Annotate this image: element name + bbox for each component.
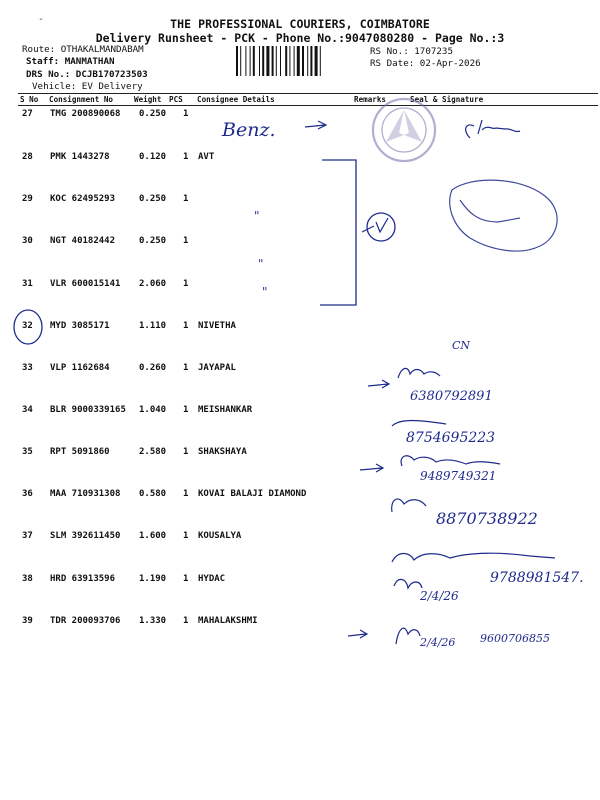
staff-label: Staff: MANMATHAN [26, 56, 115, 67]
row-sno: 37 [22, 531, 33, 541]
barcode-bar [310, 46, 312, 76]
barcode-bar [285, 46, 287, 76]
table-row [0, 194, 600, 210]
row-sno: 29 [22, 194, 33, 204]
row-sno: 31 [22, 279, 33, 289]
row-sno: 34 [22, 405, 33, 415]
col-weight: Weight [134, 95, 162, 104]
table-row [0, 279, 600, 295]
table-row [0, 616, 600, 632]
barcode [236, 46, 364, 76]
row-consignee: AVT [198, 152, 215, 162]
row-consignment: TMG 200890068 [50, 109, 121, 119]
row-sno: 35 [22, 447, 33, 457]
row-consignment: MAA 710931308 [50, 489, 121, 499]
arrow-row-33 [368, 380, 389, 388]
barcode-bar [302, 46, 304, 76]
row-weight: 1.190 [139, 574, 167, 584]
barcode-bar [253, 46, 255, 76]
row-weight: 1.040 [139, 405, 167, 415]
phone-row-34: 8754695223 [406, 430, 496, 446]
ditto-mark: " [262, 285, 268, 299]
row-sno: 32 [22, 321, 33, 331]
company-title: THE PROFESSIONAL COURIERS, COIMBATORE [170, 17, 430, 31]
row-consignee: MAHALAKSHMI [198, 616, 258, 626]
header-rule-top [18, 93, 598, 94]
benz-signature: Benz. [222, 119, 276, 141]
arrow-row-35 [360, 464, 383, 472]
row-pcs: 1 [183, 321, 189, 331]
barcode-bar [320, 46, 321, 76]
row-consignment: KOC 62495293 [50, 194, 116, 204]
runsheet-subtitle: Delivery Runsheet - PCK - Phone No.:9047080280 - Page No.:3 [95, 31, 505, 45]
row-consignment: BLR 9000339165 [50, 405, 126, 415]
route-label: Route: OTHAKALMANDABAM [22, 44, 144, 55]
row-consignment: RPT 5091860 [50, 447, 110, 457]
table-row [0, 489, 600, 505]
row-consignment: TDR 200093706 [50, 616, 121, 626]
barcode-bar [250, 46, 251, 76]
row-sno: 33 [22, 363, 33, 373]
row-sno: 38 [22, 574, 33, 584]
col-pcs: PCS [169, 95, 183, 104]
vehicle-label: Vehicle: EV Delivery [32, 81, 143, 92]
row-consignment: SLM 392611450 [50, 531, 121, 541]
row-weight: 2.580 [139, 447, 167, 457]
row-consignment: HRD 63913596 [50, 574, 116, 584]
row-consignee: JAYAPAL [198, 363, 236, 373]
barcode-bar [259, 46, 260, 76]
row-weight: 1.330 [139, 616, 167, 626]
rs-date: RS Date: 02-Apr-2026 [370, 58, 481, 69]
barcode-bar [280, 46, 281, 76]
ditto-mark: " [258, 257, 264, 271]
row-pcs: 1 [183, 447, 189, 457]
table-row [0, 531, 600, 547]
row-sno: 39 [22, 616, 33, 626]
row-weight: 0.260 [139, 363, 167, 373]
row-pcs: 1 [183, 531, 189, 541]
row-pcs: 1 [183, 152, 189, 162]
table-row [0, 363, 600, 379]
cn-note: CN [452, 339, 471, 352]
row-consignee: NIVETHA [198, 321, 236, 331]
col-seal-signature: Seal & Signature [410, 95, 484, 104]
row-weight: 0.250 [139, 194, 167, 204]
row-sno: 36 [22, 489, 33, 499]
barcode-bar [272, 46, 274, 76]
row-pcs: 1 [183, 405, 189, 415]
row-weight: 2.060 [139, 279, 167, 289]
row-consignment: VLP 1162684 [50, 363, 110, 373]
row-weight: 0.120 [139, 152, 167, 162]
table-row [0, 236, 600, 252]
barcode-bar [262, 46, 264, 76]
table-row [0, 109, 600, 125]
col-consignment: Consignment No [49, 95, 114, 104]
rs-number: RS No.: 1707235 [370, 46, 453, 57]
phone-row-35: 9489749321 [420, 469, 497, 483]
row-sno: 28 [22, 152, 33, 162]
row-weight: 1.600 [139, 531, 167, 541]
barcode-bar [307, 46, 308, 76]
table-row [0, 405, 600, 421]
barcode-bar [294, 46, 295, 76]
barcode-bar [289, 46, 290, 76]
row-consignee: SHAKSHAYA [198, 447, 247, 457]
barcode-bar [297, 46, 300, 76]
col-sno: S No [20, 95, 39, 104]
tick-in-circle [362, 218, 388, 232]
row-pcs: 1 [183, 489, 189, 499]
table-row [0, 321, 600, 337]
row-sno: 30 [22, 236, 33, 246]
row-consignee: KOVAI BALAJI DIAMOND [198, 489, 307, 499]
col-remarks: Remarks [354, 95, 387, 104]
row-weight: 1.110 [139, 321, 167, 331]
col-consignee: Consignee Details [197, 95, 275, 104]
row-pcs: 1 [183, 109, 189, 119]
phone-row-38: 9788981547. [490, 570, 584, 586]
table-row [0, 574, 600, 590]
barcode-bar [276, 46, 277, 76]
phone-row-39: 9600706855 [480, 632, 550, 645]
date-row-39: 2/4/26 [420, 636, 456, 649]
phone-row-36: 8870738922 [436, 509, 538, 528]
table-row [0, 152, 600, 168]
barcode-bar [315, 46, 318, 76]
row-weight: 0.250 [139, 236, 167, 246]
row-consignment: VLR 600015141 [50, 279, 121, 289]
table-row [0, 447, 600, 463]
signature-row-34 [392, 421, 446, 427]
row-consignee: MEISHANKAR [198, 405, 253, 415]
barcode-bar [240, 46, 241, 76]
corner-mark: - [38, 14, 45, 25]
signature-rows-37-38 [392, 553, 555, 562]
header-rule-bottom [18, 105, 598, 106]
row-sno: 27 [22, 109, 33, 119]
row-pcs: 1 [183, 236, 189, 246]
row-pcs: 1 [183, 194, 189, 204]
drs-number: DRS No.: DCJB170723503 [26, 69, 148, 80]
row-consignment: PMK 1443278 [50, 152, 110, 162]
row-pcs: 1 [183, 574, 189, 584]
barcode-bar [245, 46, 246, 76]
row-weight: 0.580 [139, 489, 167, 499]
row-consignment: NGT 40182442 [50, 236, 116, 246]
date-row-38: 2/4/26 [420, 589, 459, 603]
row-pcs: 1 [183, 279, 189, 289]
row-consignee: HYDAC [198, 574, 226, 584]
ditto-mark: " [254, 209, 260, 223]
row-pcs: 1 [183, 616, 189, 626]
phone-row-33: 6380792891 [410, 389, 493, 404]
barcode-bar [266, 46, 269, 76]
row-weight: 0.250 [139, 109, 167, 119]
row-pcs: 1 [183, 363, 189, 373]
row-consignee: KOUSALYA [198, 531, 242, 541]
row-consignment: MYD 3085171 [50, 321, 110, 331]
barcode-bar [236, 46, 238, 76]
